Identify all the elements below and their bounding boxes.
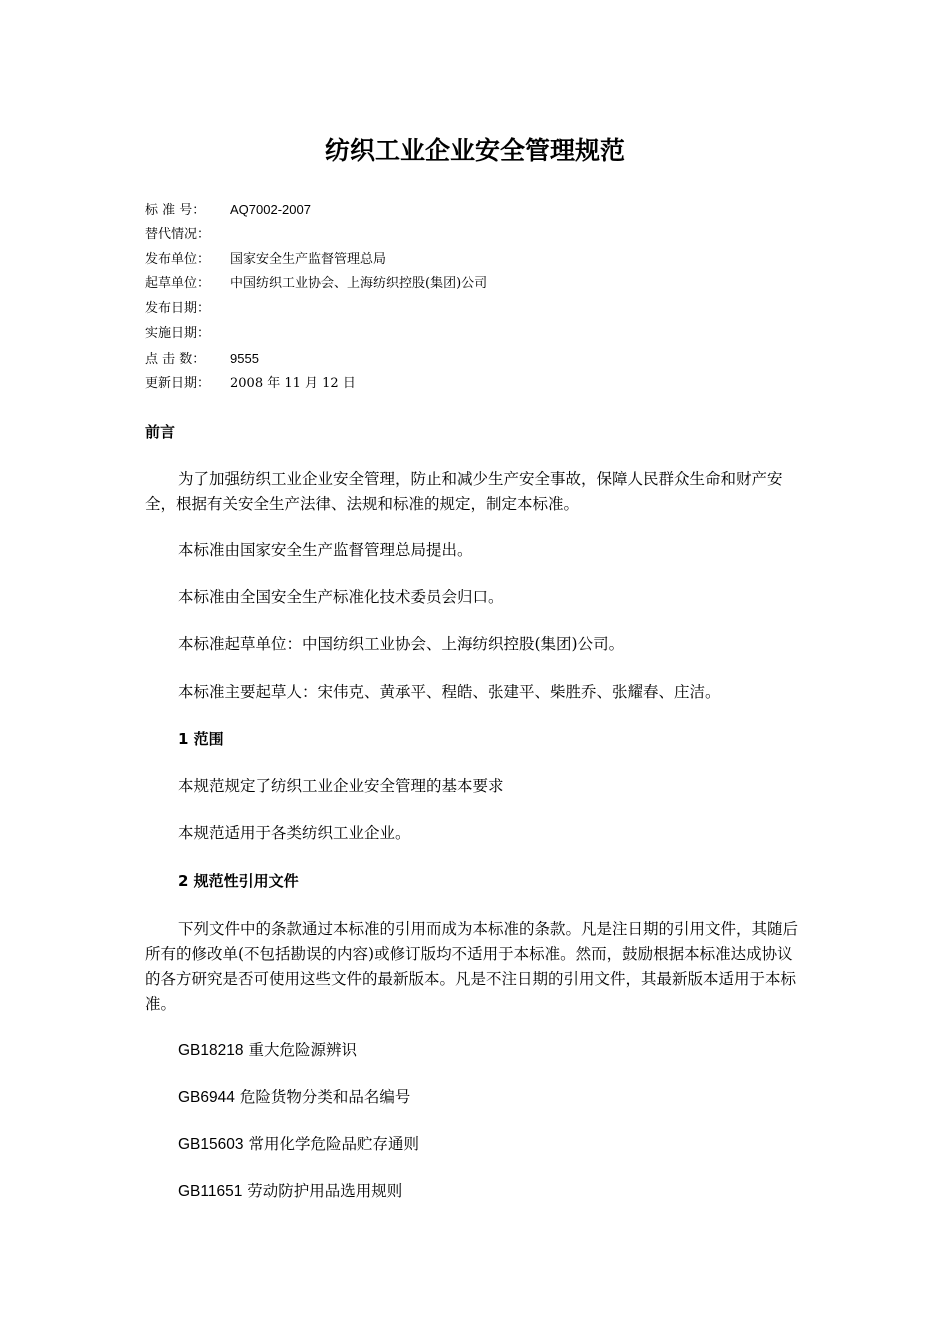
foreword-heading: 前言 [145, 423, 176, 441]
meta-value: 9555 [230, 350, 259, 366]
meta-label: 发布单位： [145, 251, 211, 267]
section-1-paragraph: 本规范适用于各类纺织工业企业。 [178, 824, 411, 842]
reference-item [145, 1179, 805, 1204]
meta-label: 更新日期： [145, 375, 211, 391]
section-1-heading: 1 范围 [178, 730, 224, 748]
meta-row-publisher [145, 248, 487, 273]
foreword-paragraph: 本标准起草单位：中国纺织工业协会、上海纺织控股(集团)公司。 [178, 635, 625, 653]
meta-value: AQ7002-2007 [230, 202, 311, 217]
meta-value: 国家安全生产监督管理总局 [230, 251, 387, 267]
reference-code: GB11651 [178, 1183, 243, 1200]
meta-value: 2008 年 11 月 12 日 [230, 375, 356, 391]
reference-name: 常用化学危险品贮存通则 [248, 1135, 419, 1153]
meta-label: 替代情况： [145, 226, 211, 242]
meta-row-update-date [145, 372, 487, 397]
meta-label: 实施日期： [145, 325, 211, 341]
meta-row-drafter [145, 272, 487, 297]
meta-row-effective-date [145, 322, 487, 347]
meta-label: 点 击 数： [145, 351, 206, 367]
document-title: 纺织工业企业安全管理规范 [324, 136, 625, 165]
metadata-block [145, 198, 487, 396]
reference-item [145, 1038, 805, 1063]
section-2-intro: 下列文件中的条款通过本标准的引用而成为本标准的条款。凡是注日期的引用文件，其随后所有的修改单(不包括勘误的内容)或修订版均不适用于本标准。然而，鼓励根据本标准达成协议的各方研究是否可使用这些文件的最新版本。凡是不注日期的引用文件，其最新版本适用于本标准。 [145, 920, 799, 1013]
reference-code: GB18218 [178, 1042, 244, 1059]
meta-row-replacement [145, 223, 487, 248]
meta-label: 发布日期： [145, 301, 211, 317]
meta-row-publish-date [145, 297, 487, 322]
reference-name: 重大危险源辨识 [248, 1041, 357, 1059]
reference-item [145, 1132, 805, 1157]
section-1-paragraph: 本规范规定了纺织工业企业安全管理的基本要求 [178, 777, 504, 795]
section-2-heading: 2 规范性引用文件 [178, 872, 299, 890]
reference-code: GB15603 [178, 1136, 244, 1153]
reference-name: 危险货物分类和品名编号 [239, 1088, 411, 1106]
foreword-paragraph: 为了加强纺织工业企业安全管理，防止和减少生产安全事故，保障人民群众生命和财产安全，根据有关安全生产法律、法规和标准的规定，制定本标准。 [145, 470, 783, 513]
foreword-paragraph: 本标准由全国安全生产标准化技术委员会归口。 [178, 588, 504, 606]
reference-item [145, 1085, 805, 1110]
meta-label: 标 准 号： [145, 203, 206, 218]
foreword-paragraph: 本标准由国家安全生产监督管理总局提出。 [178, 541, 473, 559]
meta-row-hits [145, 347, 487, 372]
meta-value: 中国纺织工业协会、上海纺织控股(集团)公司 [230, 276, 488, 292]
meta-row-standard-number [145, 198, 487, 223]
reference-code: GB6944 [178, 1089, 235, 1106]
reference-name: 劳动防护用品选用规则 [247, 1182, 403, 1200]
meta-label: 起草单位： [145, 276, 211, 292]
foreword-paragraph: 本标准主要起草人：宋伟克、黄承平、程皓、张建平、柴胜乔、张耀春、庄洁。 [178, 683, 721, 701]
